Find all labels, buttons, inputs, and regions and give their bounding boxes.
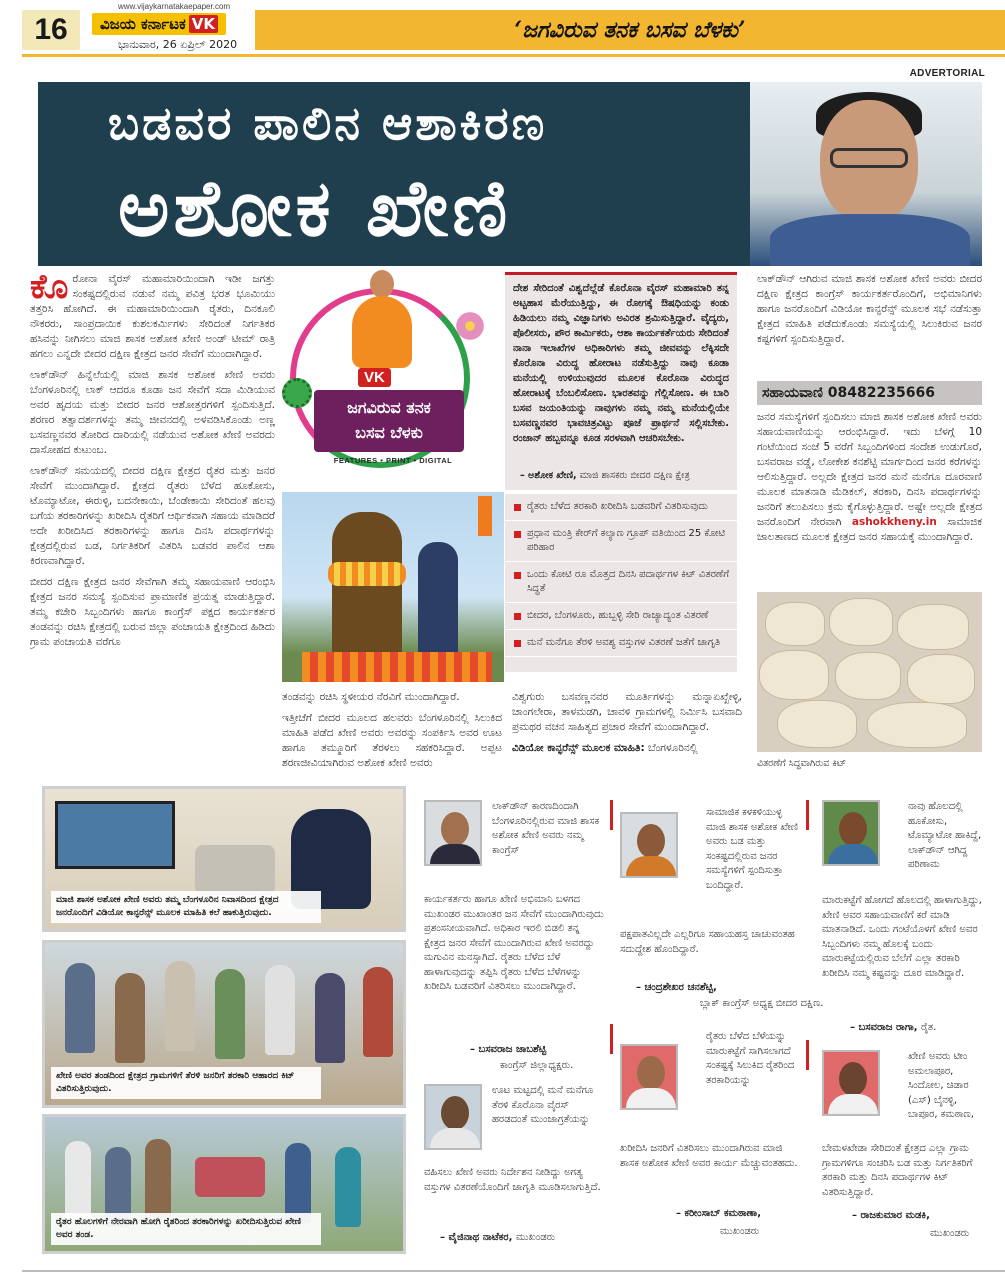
testimonial-role-text: ಕಾಂಗ್ರೆಸ್ ಜಿಲ್ಲಾಧ್ಯಕ್ಷರು.: [500, 1060, 574, 1071]
testimonial-portrait: [620, 812, 678, 878]
testimonial-role: [720, 1226, 759, 1237]
list-item: ಮನೆ ಮನೆಗೂ ತೆರಳಿ ಅವಶ್ಯ ವಸ್ತುಗಳ ವಿತರಣೆ ಜತೆಗೆ ಜಾಗೃತಿ: [505, 630, 737, 657]
testimonial-portrait: [822, 1050, 880, 1116]
column-divider: [806, 1040, 809, 1070]
logo-title-line-1: ಜಗವಿರುವ ತನಕ: [347, 398, 431, 417]
testimonial-author: [850, 1022, 936, 1033]
testimonial-body: ಖರೀದಿಸಿ ಜನರಿಗೆ ವಿತರಿಸಲು ಮುಂದಾಗಿರುವ ಮಾಜಿ ಶಾಸಕ ಅಶೋಕ ಖೇಣಿ ಅವರ ಕಾರ್ಯ ಮೆಚ್ಚುವಂತಹದು.: [620, 1143, 798, 1169]
kit-sack: [897, 604, 969, 650]
testimonial-body: ಕಾರ್ಯಕರ್ತರು ಹಾಗೂ ಖೇಣಿ ಅಭಿಮಾನಿ ಬಳಗದ ಮುಖಂಡರ ಮುಖಾಂತರ ಜನ ಸೇವೆಗೆ ಮುಂದಾಗಿರುವುದು ಪ್ರಶಂಸನೀಯವಾಗಿದೆ. ಅಧಿಕಾರ ಇರಲಿ ಬಿಡಲಿ ತನ್ನ ಕ್ಷೇತ್ರದ ಜನರ ಸೇವೆಗೆ ಮುಂದಾಗಿರುವ ಖೇಣಿ ಅವರದ್ದು ಮಗುವಿನ ಮನಸ್ಸಾಗಿದೆ. ರೈತರು ಬೆಳೆದ ಬೆಳೆ ಹಾಳಾಗುವುದನ್ನು ತಪ್ಪಿಸಿ ರೈತರು ಬೆಳೆದ ಬೆಳೆಗಳನ್ನು ಖರೀದಿಸಿ ಬಡವರಿಗೆ ವಿತರಿಸಲು ಮುಂದಾಗಿದ್ದಾರೆ.: [424, 894, 604, 992]
figure-head: [370, 270, 394, 298]
kit-sack: [907, 654, 975, 704]
monitor: [55, 801, 175, 869]
headline-line-1: ಬಡವರ ಪಾಲಿನ ಆಶಾಕಿರಣ: [108, 96, 548, 150]
testimonial-role-text: ಮುಖಂಡರು: [515, 1232, 556, 1243]
testimonial-body: ಮಾರುಕಟ್ಟೆಗೆ ಹೋಗದೆ ಹೊಲದಲ್ಲಿ ಹಾಳಾಗುತ್ತಿದ್ದು, ಖೇಣಿ ಅವರ ಸಹಾಯವಾಣಿಗೆ ಕರೆ ಮಾಡಿ ಮಾತನಾಡಿದೆ. ಒಂದು ಗಂಟೆಯೊಳಗೆ ಖೇಣಿ ಅವರ ಸಿಬ್ಬಂದಿಗಳು ನಮ್ಮ ಹೊಲಕ್ಕೆ ಬಂದು ಮಾರುಕಟ್ಟೆಯಲ್ಲಿರುವ ಬೆಲೆಗೆ ಎಲ್ಲಾ ತರಕಾರಿ ಖರೀದಿಸಿ ನಮ್ಮ ಕಷ್ಟವನ್ನು ದೂರ ಮಾಡಿದ್ದಾರೆ.: [822, 895, 982, 979]
flag: [478, 496, 492, 536]
page-number: 16: [22, 10, 80, 50]
article-paragraph: ಬೀದರ ದಕ್ಷಿಣ ಕ್ಷೇತ್ರದ ಜನರ ಸೇವೆಗಾಗಿ ತಮ್ಮ ಸಹಾಯವಾಣಿ ಆರಂಭಿಸಿ ಕ್ಷೇತ್ರದ ಜನರ ಸಮಸ್ಯೆ ಸ್ಪಂದಿಸುವ ಪ್ರಾಮಾಣಿಕ ಪ್ರಯತ್ನ ಮಾಡುತ್ತಿದ್ದಾರೆ. ತಮ್ಮ ಕಚೇರಿ ಸಿಬ್ಬಂದಿಗಳು ಹಾಗೂ ಕಾಂಗ್ರೆಸ್ ಪಕ್ಷದ ಕಾರ್ಯಕರ್ತರ ತಂಡವನ್ನು ರಚಿಸಿ ಕ್ಷೇತ್ರದಲ್ಲಿ ಬರುವ ಜಿಲ್ಲಾ ಪಂಚಾಯತಿ ಕ್ಷೇತ್ರದಿಂದ ಹಿಡಿದು ಗ್ರಾಮ ಪಂಚಾಯತಿ ವರೆಗೂ: [30, 576, 275, 648]
portrait-photo: [750, 82, 982, 266]
testimonial-portrait: [822, 800, 880, 866]
testimonial-lead: ರೈತರು ಬೆಳೆದ ಬೆಳೆಯನ್ನು ಮಾರುಕಟ್ಟೆಗೆ ಸಾಗಿಸಲಾಗದೆ ಸಂಕಷ್ಟಕ್ಕೆ ಸಿಲುಕಿದ ರೈತರಿಂದ ತರಕಾರಿಯನ್ನು: [706, 1031, 795, 1086]
video-conference-photo: [42, 786, 406, 932]
quote-author: – ಅಶೋಕ ಖೇಣಿ,: [520, 470, 577, 481]
testimonial-author: – ಬಸವರಾಜ ಜಾಬಶೆಟ್ಟಿ: [470, 1044, 547, 1055]
quote-attribution: [520, 470, 690, 481]
logo-title: [314, 390, 464, 452]
section-label: ADVERTORIAL: [909, 68, 985, 79]
testimonial-role: [930, 1228, 969, 1239]
vegetable-crates: [195, 1157, 265, 1197]
headline-line-2: ಅಶೋಕ ಖೇಣಿ: [118, 164, 512, 254]
person-figure: [315, 973, 345, 1063]
article-paragraph: ವಿಶ್ವಗುರು ಬಸವಣ್ಣನವರ ಮೂರ್ತಿಗಳನ್ನು ಮನ್ನಾಏಖ್ಖೇಳ್ಳಿ, ಚಾಂಗಲೇರಾ, ತಾಳಮಡಗಿ, ಚಾವಳಿ ಗ್ರಾಮಗಳಲ್ಲಿ ನಿರ್ಮಿಸಿ ಬಸವಾದಿ ಪ್ರಮಥರ ವಚನ ಸಾಹಿತ್ಯದ ಪ್ರಚಾರ ಸೇವೆಗೆ ಮುಂದಾಗಿದ್ದಾರೆ.: [512, 691, 742, 733]
article-column-3: [512, 690, 742, 770]
portrait-head: [441, 1096, 469, 1130]
campaign-logo: [282, 268, 504, 490]
testimonial-body: ಪಕ್ಷಪಾತವಿಲ್ಲದೇ ಎಲ್ಲರಿಗೂ ಸಹಾಯಹಸ್ತ ಚಾಚುವಂತಹ ಸದುದ್ದೇಶ ಹೊಂದಿದ್ದಾರೆ.: [620, 929, 795, 955]
helpline-text: [757, 410, 982, 586]
person-figure: [65, 963, 95, 1053]
bottom-rule: [22, 1270, 1005, 1272]
paragraph-text: ಬೆಂಗಳೂರಿನಲ್ಲಿ: [648, 742, 698, 754]
testimonial-role: [500, 1060, 573, 1071]
testimonial-lead: ಊಟ ಮಟ್ಟದಲ್ಲಿ ಮನೆ ಮನೆಗೂ ತೆರಳಿ ಕೊರೊನಾ ವೈರಸ್ ಹರಡದಂತೆ ಮುಂಜಾಗ್ರತೆಯನ್ನು: [492, 1085, 594, 1125]
testimonial-portrait: [424, 1084, 482, 1150]
testimonial-role-text: ಮುಖಂಡರು: [930, 1228, 970, 1239]
testimonial-author-name: – ವೈಜಿನಾಥ ನಾಟೆಕರ,: [440, 1232, 513, 1243]
testimonial-author-name: – ಬಸವರಾಜ ರಾಗಾ,: [850, 1022, 918, 1033]
basavanna-figure: [352, 270, 412, 368]
testimonial-role: [700, 998, 823, 1009]
highlights-list: [505, 494, 737, 672]
article-paragraph: ಲಾಕ್‌ಡೌನ್ ಆಗಿರುವ ಮಾಜಿ ಶಾಸಕ ಅಶೋಕ ಖೇಣಿ ಅವರು ಬೀದರ ದಕ್ಷಿಣ ಕ್ಷೇತ್ರದ ಕಾಂಗ್ರೆಸ್ ಕಾರ್ಯಕರ್ತರೊಂದಿಗೆ, ಅಭಿಮಾನಿಗಳು ಹಾಗೂ ಜನರೊಂದಿಗೆ ವಿಡಿಯೋ ಕಾನ್ಫರೆನ್ಸ್ ಮೂಲಕ ಸಭೆ ನಡೆಸುತ್ತಾ ಕ್ಷೇತ್ರದ ಮಾಹಿತಿ ಪಡೆದುಕೊಂಡು ಸಮಸ್ಯೆಯಲ್ಲಿ ಸಿಲುಕಿರುವ ಜನರ ಕಷ್ಟಗಳಿಗೆ ಸ್ಪಂದಿಸುತ್ತಿದ್ದಾರೆ.: [757, 273, 982, 345]
testimonial-role-text: ರೈತ.: [921, 1022, 937, 1033]
portrait-head: [441, 812, 469, 846]
testimonial-author: – ಕರೀಂಸಾಬ್ ಕಮಠಾಣಾ,: [676, 1208, 762, 1219]
kits-caption: ವಿತರಣೆಗೆ ಸಿದ್ಧವಾಗಿರುವ ಕಿಟ್: [757, 758, 847, 769]
helpline-body-end: ಸಾಮಾಜಿಕ ಜಾಲತಾಣದ ಮೂಲಕ ಕ್ಷೇತ್ರದ ಜನರ ಸಹಾಯಕ್ಕೆ ಮುಂದಾಗಿದ್ದಾರೆ.: [757, 516, 982, 543]
portrait-glasses: [830, 148, 908, 168]
quote-box: [505, 272, 737, 490]
headline-banner: [38, 82, 982, 266]
list-item: ಒಂದು ಕೋಟಿ ರೂ ಮೊತ್ತದ ದಿನಸಿ ಪದಾರ್ಥಗಳ ಕಿಟ್ ವಿತರಣೆಗೆ ಸಿದ್ಧತೆ: [505, 562, 737, 603]
testimonial-lead: ನಾವು ಹೊಲದಲ್ಲಿ ಹೂಕೋಸು, ಟೊಮ್ಯಾಟೋ ಹಾಕಿದ್ದೆ, ಲಾಕ್‌ಡೌನ್ ಆಗಿದ್ದ ಪರಿಣಾಮ: [908, 801, 982, 870]
flower-base: [302, 652, 492, 682]
person-figure: [165, 961, 195, 1051]
article-paragraph: ತಂಡವನ್ನು ರಚಿಸಿ ಸ್ಥಳೀಯರ ನೆರವಿಗೆ ಮುಂದಾಗಿದ್ದಾರೆ.: [282, 691, 460, 703]
person-figure: [65, 1141, 91, 1221]
kit-sack: [867, 702, 967, 748]
column-divider: [610, 1024, 613, 1054]
paper-name: ವಿಜಯ ಕರ್ನಾಟಕ: [100, 15, 186, 33]
tagline-bar: [255, 10, 1005, 50]
kit-sack: [829, 598, 893, 646]
person-figure: [285, 1143, 311, 1223]
person-figure: [145, 1139, 171, 1219]
issue-date: ಭಾನುವಾರ, 26 ಏಪ್ರಿಲ್ 2020: [118, 38, 238, 51]
article-paragraph: [30, 272, 275, 362]
person-figure: [115, 973, 145, 1063]
portrait-shirt: [770, 214, 970, 266]
testimonial-author: – ರಾಜಕುಮಾರ ಮಡಕಿ,: [852, 1210, 930, 1221]
logo-badge: VK: [358, 368, 391, 387]
paper-url[interactable]: www.vijaykarnatakaepaper.com: [118, 2, 231, 11]
dropcap: ಕೊ: [30, 272, 69, 307]
testimonial-body: ವಹಿಸಲು ಖೇಣಿ ಅವರು ನಿರ್ದೇಶನ ನೀಡಿದ್ದು ಅಗತ್ಯ ವಸ್ತುಗಳ ವಿತರಣೆಯೊಂದಿಗೆ ಜಾಗೃತಿ ಮೂಡಿಸಲಾಗುತ್ತಿದೆ.: [424, 1167, 601, 1193]
person-figure: [215, 969, 245, 1059]
helpline-body: ಜನರ ಸಮಸ್ಯೆಗಳಿಗೆ ಸ್ಪಂದಿಸಲು ಮಾಜಿ ಶಾಸಕ ಅಶೋಕ ಖೇಣಿ ಅವರು ಸಹಾಯವಾಣಿಯನ್ನು ಆರಂಭಿಸಿದ್ದಾರೆ. ಇದು ಬೆಳಗ್ಗೆ 10 ಗಂಟೆಯಿಂದ ಸಂಜೆ 5 ವರೆಗೆ ಸಿಬ್ಬಂದಿಗಳಿಂದ ಸಂದೇಶ ಉಡುಗೊರೆ, ಬಸವರಾಜ ವಡ್ಡೆ, ಲೋಕೇಶ ಕನಶೆಟ್ಟಿ ಮಾರ್ಗದಿಂದ ಜನರ ಕರೆಗಳನ್ನು ಆಲಿಸುತ್ತಿದ್ದಾರೆ. ಅಲ್ಲದೇ ಕ್ಷೇತ್ರದ ಜನರ ಮನೆ ಮನೆಗೂ ದೂರವಾಣಿ ಮೂಲಕ ಮಾತನಾಡಿ ಮೆಡಿಕಲ್, ತರಕಾರಿ, ದಿನಸಿ ಪದಾರ್ಥಗಳನ್ನು ಜನರಿಗೆ ತಲುಪಿಸಲು ಕ್ರಮ ಕೈಗೊಳ್ಳುತ್ತಿದ್ದಾರೆ. ಅಷ್ಟೇ ಅಲ್ಲದೇ ಕ್ಷೇತ್ರದ ಜನರೊಂದಿಗೆ ನೇರವಾಗಿ: [757, 411, 982, 528]
testimonial-lead: ಖೇಣಿ ಅವರು ಟೀಂ ಅಮಲಾಪೂರ, ಸಿಂದೋಲ, ಚಿಡಾರ (ಎಸ್) ಬೈನಳ್ಳಿ, ಬಾಪೂರ, ಕಮಠಾಣ,: [908, 1051, 974, 1120]
article-paragraph: [512, 741, 742, 756]
portrait-head: [839, 812, 867, 846]
article-column-4: [757, 272, 982, 372]
logo-title-line-2: ಬಸವ ಬೆಳಕು: [355, 423, 423, 442]
column-divider: [806, 800, 809, 830]
kits-photo: [757, 592, 982, 752]
subheading: ವಿಡಿಯೋ ಕಾನ್ಫರೆನ್ಸ್ ಮೂಲಕ ಮಾಹಿತಿ:: [512, 742, 645, 754]
list-item: ಬೀದರ, ಬೆಂಗಳೂರು, ಹುಬ್ಬಳ್ಳಿ ಸೇರಿ ರಾಜ್ಯಾದ್ಯಂತ ವಿತರಣೆ: [505, 603, 737, 630]
paper-badge: VK: [189, 15, 218, 33]
field-photo: [42, 1114, 406, 1254]
photo-caption: ಖೇಣಿ ಅವರ ತಂಡದಿಂದ ಕ್ಷೇತ್ರದ ಗ್ರಾಮಗಳಿಗೆ ತೆರಳಿ ಜನರಿಗೆ ತರಕಾರಿ ಆಹಾರದ ಕಿಟ್ ವಿತರಿಸುತ್ತಿರುವುದು.: [51, 1067, 321, 1099]
kit-sack: [835, 652, 901, 700]
website-link[interactable]: ashokkheny.in: [851, 516, 937, 528]
list-item: ರೈತರು ಬೆಳೆದ ತರಕಾರಿ ಖರೀದಿಸಿ ಬಡವರಿಗೆ ವಿತರಿಸುವುದು: [505, 494, 737, 521]
person-figure: [335, 1147, 361, 1227]
portrait-head: [839, 1062, 867, 1096]
kit-sack: [765, 602, 825, 646]
photo-caption: ಮಾಜಿ ಶಾಸಕ ಅಶೋಕ ಖೇಣಿ ಅವರು ತಮ್ಮ ಬೆಂಗಳೂರಿನ ನಿವಾಸದಿಂದ ಕ್ಷೇತ್ರದ ಜನರೊಂದಿಗೆ ವಿಡಿಯೋ ಕಾನ್ಫರೆನ್ಸ್ ಮೂಲಕ ಮಾಹಿತಿ ಕಲೆ ಹಾಕುತ್ತಿರುವುದು.: [51, 891, 321, 923]
tagline: ‘ಜಗವಿರುವ ತನಕ ಬಸವ ಬೆಳಕು’: [514, 17, 746, 43]
garland: [328, 562, 406, 586]
paragraph-text: ರೋನಾ ವೈರಸ್ ಮಹಾಮಾರಿಯಿಂದಾಗಿ ಇಡೀ ಜಗತ್ತು ಸಂಕಷ್ಟದಲ್ಲಿರುವ ನಡುವೆ ನಮ್ಮ ಪವಿತ್ರ ಭರತ ಭೂಮಿಯು ತತ್ತರಿಸಿ ಹೋಗಿದೆ. ಈ ಮಹಾಮಾರಿಯಿಂದಾಗಿ ರೈತರು, ದಿನಕೂಲಿ ನೌಕರರು, ಸಾಂಪ್ರದಾಯಿಕ ಕುಶಲಕರ್ಮಿಗಳು ಸೇರಿದಂತೆ ನಿರ್ಗತಿಕರ ಹಸಿವನ್ನು ನೀಗಿಸಲು ಮಾಜಿ ಶಾಸಕ ಅಶೋಕ ಖೇಣಿ ಅಂಡ್ ಟೀಮ್ ರಾತ್ರಿ ಹಗಲು ಎನ್ನದೇ ಬೀದರ ದಕ್ಷಿಣ ಕ್ಷೇತ್ರದ ಜನರ ಸೇವೆಗೆ ಮುಂದಾಗಿದ್ದಾರೆ.: [30, 273, 275, 360]
helpline-label: ಸಹಾಯವಾಣಿ 08482235666: [757, 381, 982, 405]
person-figure: [418, 542, 458, 662]
portrait-head: [637, 824, 665, 858]
testimonial-role-text: ಬ್ಲಾಕ್ ಕಾಂಗ್ರೆಸ್ ಅಧ್ಯಕ್ಷ ಬೀದರ ದಕ್ಷಿಣ.: [700, 998, 824, 1009]
article-paragraph: ಲಾಕ್‌ಡೌನ್ ಸಮಯದಲ್ಲಿ ಬೀದರ ದಕ್ಷಿಣ ಕ್ಷೇತ್ರದ ರೈತರ ಮತ್ತು ಜನರ ಸೇವೆಗೆ ಮುಂದಾಗಿದ್ದಾರೆ. ಕ್ಷೇತ್ರದ ರೈತರು ಬೆಳೆದ ಹೂಕೋಸು, ಟೊಮ್ಯಾಟೋ, ಈರುಳ್ಳಿ, ಬದನೇಕಾಯಿ, ಬೆಂಡೇಕಾಯಿ ಸೇರಿದಂತೆ ಹಲವು ಬಗೆಯ ತರಕಾರಿಗಳನ್ನು ಖರೀದಿಸಿ ರೈತರಿಗೆ ಆರ್ಥಿಕವಾಗಿ ಸಹಾಯ ಮಾಡಿದರೆ ಅದೇ ಖರೀದಿಸಿದ ತರಕಾರಿಗಳನ್ನು ಹಾಗೂ ದಿನಸಿ ಪದಾರ್ಥಗಳನ್ನು ಕ್ಷೇತ್ರದಲ್ಲಿರುವ ಬಡ, ನಿರ್ಗತಿಕರಿಗೆ ವಿತರಿಸಿ ಬಡವರ ಪಾಲಿನ ಆಶಾ ಕಿರಣವಾಗಿದ್ದಾರೆ.: [30, 465, 275, 567]
testimonial-portrait: [424, 800, 482, 866]
quote-author-role: ಮಾಜಿ ಶಾಸಕರು ಬೀದರ ದಕ್ಷಿಣ ಕ್ಷೇತ್ರ: [579, 470, 690, 481]
person-figure: [265, 965, 295, 1055]
testimonial-portrait: [620, 1044, 678, 1110]
kit-sack: [759, 650, 829, 700]
list-item: ಪ್ರಧಾನ ಮಂತ್ರಿ ಕೇರ್‌ಗೆ ಕಲ್ಯಾಣ ಗ್ರೂಪ್ ವತಿಯಿಂದ 25 ಕೋಟಿ ಪರಿಹಾರ: [505, 521, 737, 562]
quote-text: ದೇಶ ಸೇರಿದಂತೆ ವಿಶ್ವದೆಲ್ಲೆಡೆ ಕೊರೊನಾ ವೈರಸ್ ಮಹಾಮಾರಿ ತನ್ನ ಅಟ್ಟಹಾಸ ಮೆರೆಯುತ್ತಿದ್ದು, ಈ ರೋಗಕ್ಕೆ ಔಷಧಿಯನ್ನು ಕಂಡು ಹಿಡಿಯಲು ನಮ್ಮ ವಿಜ್ಞಾನಿಗಳು ಅವಿರತ ಶ್ರಮಿಸುತ್ತಿದ್ದಾರೆ. ವೈದ್ಯರು, ಪೊಲೀಸರು, ಪೌರ ಕಾರ್ಮಿಕರು, ಆಶಾ ಕಾರ್ಯಕರ್ತೆಯರು ಸೇರಿದಂತೆ ನಾನಾ ಇಲಾಖೆಗಳ ಅಧಿಕಾರಿಗಳು ತಮ್ಮ ಜೀವವನ್ನು ಲೆಕ್ಕಿಸದೇ ಕೊರೊನಾ ವಿರುದ್ಧ ಹೋರಾಟ ನಡೆಸುತ್ತಿದ್ದು ನಾವು ಕೂಡಾ ಮನೆಯಲ್ಲಿ ಉಳಿಯುವುದರ ಮೂಲಕ ಕೊರೊನಾ ವಿರುದ್ಧದ ಹೋರಾಟಕ್ಕೆ ಬೆಂಬಲಿಸೋಣ. ಭಾರತವನ್ನು ಗೆಲ್ಲಿಸೋಣ. ಈ ಬಾರಿ ಬಸವ ಜಯಂತಿಯನ್ನು ನಾವುಗಳು ನಮ್ಮ ನಮ್ಮ ಮನೆಯಲ್ಲಿಯೇ ಬಸವಣ್ಣನವರ ಭಾವಚಿತ್ರವಿಟ್ಟು ಪೂಜೆ ಪ್ರಾರ್ಥನೆ ಸಲ್ಲಿಸಬೇಕು. ರಂಜಾನ್ ಹಬ್ಬವನ್ನೂ ಕೂಡ ಸರಳವಾಗಿ ಆಚರಿಸಬೇಕು.: [513, 283, 729, 444]
testimonial-author: [440, 1232, 555, 1243]
photo-caption: ರೈತರ ಹೊಲಗಳಿಗೆ ನೇರವಾಗಿ ಹೋಗಿ ರೈತರಿಂದ ತರಕಾರಿಗಳನ್ನು ಖರೀದಿಸುತ್ತಿರುವ ಖೇಣಿ ಅವರ ತಂಡ.: [51, 1213, 321, 1245]
virus-icon: [282, 378, 312, 408]
testimonial-lead: ಲಾಕ್‌ಡೌನ್ ಕಾರಣದಿಂದಾಗಿ ಬೆಂಗಳೂರಿನಲ್ಲಿರುವ ಮಾಜಿ ಶಾಸಕ ಅಶೋಕ ಖೇಣಿ ಅವರು ನಮ್ಮ ಕಾಂಗ್ರೆಸ್: [492, 801, 600, 856]
distribution-photo: [42, 940, 406, 1108]
flower-icon: [454, 310, 486, 342]
statue-photo: [282, 492, 504, 682]
top-rule: [22, 54, 1005, 57]
statue-figure: [332, 512, 402, 662]
masthead: [0, 0, 1005, 58]
logo-subtitle: FEATURES • PRINT • DIGITAL: [333, 456, 453, 465]
article-column-2: [282, 690, 502, 770]
sofa: [195, 845, 275, 895]
paper-logo: [92, 13, 226, 35]
column-divider: [610, 800, 613, 830]
kit-sack: [777, 700, 857, 748]
article-paragraph: ಇತ್ತೀಚೆಗೆ ಬೀದರ ಮೂಲದ ಹಲವರು ಬೆಂಗಳೂರಿನಲ್ಲಿ ಸಿಲುಕಿದ ಮಾಹಿತಿ ಪಡೆದ ಖೇಣಿ ಅವರು ಅವರನ್ನು ಸಂಪರ್ಕಿಸಿ ಅವರ ಊಟ ಹಾಗೂ ತಮ್ಮೂರಿಗೆ ತೆರಳಲು ಸಹಕರಿಸಿದ್ದಾರೆ. ಅಪ್ಪಟ ಶರಣಜೀವಿಯಾಗಿರುವ ಅಶೋಕ ಖೇಣಿ ಅವರು: [282, 712, 502, 769]
testimonial-body: ಬೇಮಳಖೇಡಾ ಸೇರಿದಂತೆ ಕ್ಷೇತ್ರದ ಎಲ್ಲಾ ಗ್ರಾಮ ಗ್ರಾಮಗಳಿಗೂ ಸಂಚರಿಸಿ ಬಡ ಮತ್ತು ನಿರ್ಗತಿಕರಿಗೆ ತರಕಾರಿ ಮತ್ತು ದಿನಸಿ ಪದಾರ್ಥಗಳ ಕಿಟ್ ವಿತರಿಸುತ್ತಿದ್ದಾರೆ.: [822, 1143, 973, 1198]
figure-body: [352, 296, 412, 368]
testimonial-author: – ಚಂದ್ರಶೇಖರ ಚನಶೆಟ್ಟಿ,: [636, 982, 717, 993]
article-column-1: [30, 272, 275, 770]
portrait-head: [637, 1056, 665, 1090]
testimonial-lead: ಸಾಮಾಜಿಕ ಕಳಕಳಿಯುಳ್ಳ ಮಾಜಿ ಶಾಸಕ ಅಶೋಕ ಖೇಣಿ ಅವರು ಬಡ ಮತ್ತು ಸಂಕಷ್ಟದಲ್ಲಿರುವ ಜನರ ಸಮಸ್ಯೆಗಳಿಗೆ ಸ್ಪಂದಿಸುತ್ತಾ ಬಂದಿದ್ದಾರೆ.: [706, 807, 798, 891]
testimonial-role-text: ಮುಖಂಡರು: [720, 1226, 760, 1237]
article-paragraph: ಲಾಕ್‌ಡೌನ್ ಹಿನ್ನೆಲೆಯಲ್ಲಿ ಮಾಜಿ ಶಾಸಕ ಅಶೋಕ ಖೇಣಿ ಅವರು ಬೆಂಗಳೂರಿನಲ್ಲಿ ಲಾಕ್ ಆದರೂ ಕೂಡಾ ಜನ ಸೇವೆಗೆ ಸದಾ ಮಿಡಿಯುವ ಅವರ ಹೃದಯ ಮತ್ತು ಬೀದರ ಜನರ ಆಶೋತ್ತರಗಳಿಗೆ ಸ್ಪಂದಿಸುತ್ತಿದೆ. ಶರಣರ ತತ್ವಾದರ್ಶಗಳನ್ನು ತಮ್ಮ ಜೀವನದಲ್ಲಿ ಅಳವಡಿಸಿಕೊಂಡು ಅಣ್ಣ ಬಸವಣ್ಣನವರ ತೋರಿದ ದಾರಿಯಲ್ಲಿ ನಡೆಯುವ ಅಶೋಕ ಖೇಣಿ ಅವರದು ದಾಸೋಹದ ಕುಟುಂಬ.: [30, 369, 275, 456]
person-figure: [363, 967, 393, 1057]
